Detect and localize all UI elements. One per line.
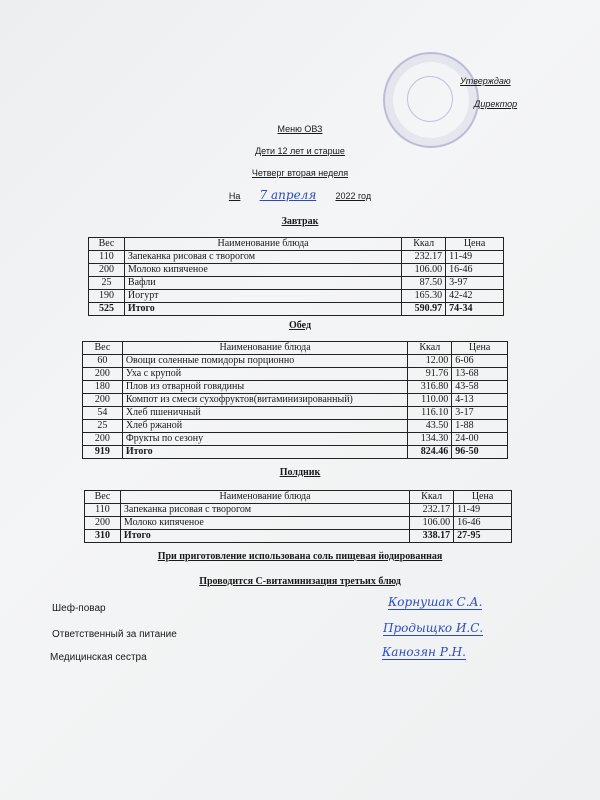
table-row bbox=[83, 355, 508, 368]
total-row bbox=[85, 530, 512, 543]
kcal-cell: 87.50 bbox=[402, 277, 446, 290]
approve-label: Утверждаю bbox=[460, 76, 511, 86]
chef-signature: Корнушак С.А. bbox=[388, 595, 483, 609]
weight-cell: 200 bbox=[85, 517, 121, 530]
total-label: Итого bbox=[124, 303, 401, 316]
kcal-cell: 106.00 bbox=[402, 264, 446, 277]
col-price: Цена bbox=[454, 491, 512, 504]
weight-cell: 25 bbox=[83, 420, 123, 433]
col-name: Наименование блюда bbox=[124, 238, 401, 251]
weight-cell: 200 bbox=[89, 264, 125, 277]
dish-cell: Овощи соленные помидоры порционно bbox=[122, 355, 408, 368]
kcal-cell: 232.17 bbox=[402, 251, 446, 264]
vitamin-note: Проводится С-витаминизация третьих блюд bbox=[199, 576, 401, 587]
weight-cell: 25 bbox=[89, 277, 125, 290]
kcal-cell: 43.50 bbox=[408, 420, 452, 433]
age-group: Дети 12 лет и старше bbox=[255, 146, 345, 156]
nutrition-label: Ответственный за питание bbox=[52, 629, 177, 640]
price-cell: 3-17 bbox=[452, 407, 508, 420]
dish-cell: Йогурт bbox=[124, 290, 401, 303]
total-weight: 310 bbox=[85, 530, 121, 543]
price-cell: 43-58 bbox=[452, 381, 508, 394]
price-cell: 24-00 bbox=[452, 433, 508, 446]
weight-cell: 110 bbox=[85, 504, 121, 517]
total-row bbox=[83, 446, 508, 459]
weight-cell: 180 bbox=[83, 381, 123, 394]
nurse-signature: Канозян Р.Н. bbox=[382, 645, 466, 659]
table-row bbox=[85, 504, 512, 517]
dish-cell: Компот из смеси сухофруктов(витаминизированный) bbox=[122, 394, 408, 407]
price-cell: 13-68 bbox=[452, 368, 508, 381]
dish-cell: Запеканка рисовая с творогом bbox=[120, 504, 409, 517]
weight-cell: 110 bbox=[89, 251, 125, 264]
total-price: 27-95 bbox=[454, 530, 512, 543]
director-label: Директор bbox=[474, 99, 518, 109]
date-prefix: На bbox=[228, 191, 241, 201]
price-cell: 11-49 bbox=[454, 504, 512, 517]
stamp-center bbox=[407, 76, 453, 122]
kcal-cell: 116.10 bbox=[408, 407, 452, 420]
date-value: 7 апреля bbox=[259, 188, 317, 202]
col-weight: Вес bbox=[85, 491, 121, 504]
col-weight: Вес bbox=[83, 342, 123, 355]
col-kcal: Ккал bbox=[402, 238, 446, 251]
total-weight: 919 bbox=[83, 446, 123, 459]
lunch-title: Обед bbox=[288, 320, 311, 331]
table-row bbox=[85, 517, 512, 530]
total-price: 74-34 bbox=[446, 303, 504, 316]
col-kcal: Ккал bbox=[410, 491, 454, 504]
dish-cell: Запеканка рисовая с творогом bbox=[124, 251, 401, 264]
weight-cell: 200 bbox=[83, 368, 123, 381]
col-name: Наименование блюда bbox=[122, 342, 408, 355]
salt-note: При приготовление использована соль пищевая йодированная bbox=[157, 551, 443, 562]
total-weight: 525 bbox=[89, 303, 125, 316]
breakfast-table bbox=[88, 237, 504, 316]
breakfast-title: Завтрак bbox=[281, 216, 319, 227]
snack-title: Полдник bbox=[279, 467, 321, 478]
kcal-cell: 106.00 bbox=[410, 517, 454, 530]
dish-cell: Молоко кипяченое bbox=[120, 517, 409, 530]
date-year: 2022 год bbox=[335, 191, 372, 201]
table-header bbox=[83, 342, 508, 355]
price-cell: 1-88 bbox=[452, 420, 508, 433]
table-row bbox=[83, 407, 508, 420]
table-header bbox=[89, 238, 504, 251]
price-cell: 11-49 bbox=[446, 251, 504, 264]
nutrition-signature: Продыщко И.С. bbox=[383, 621, 484, 635]
total-kcal: 824.46 bbox=[408, 446, 452, 459]
weight-cell: 190 bbox=[89, 290, 125, 303]
col-weight: Вес bbox=[89, 238, 125, 251]
table-row bbox=[83, 420, 508, 433]
dish-cell: Уха с крупой bbox=[122, 368, 408, 381]
col-price: Цена bbox=[446, 238, 504, 251]
total-row bbox=[89, 303, 504, 316]
day-week: Четверг вторая неделя bbox=[251, 168, 349, 178]
kcal-cell: 110.00 bbox=[408, 394, 452, 407]
table-row bbox=[89, 251, 504, 264]
dish-cell: Вафли bbox=[124, 277, 401, 290]
snack-table bbox=[84, 490, 512, 543]
table-header bbox=[85, 491, 512, 504]
price-cell: 16-46 bbox=[446, 264, 504, 277]
kcal-cell: 12.00 bbox=[408, 355, 452, 368]
date-line bbox=[0, 188, 600, 202]
table-row bbox=[83, 394, 508, 407]
table-row bbox=[83, 381, 508, 394]
total-kcal: 338.17 bbox=[410, 530, 454, 543]
kcal-cell: 134.30 bbox=[408, 433, 452, 446]
table-row bbox=[89, 264, 504, 277]
dish-cell: Хлеб ржаной bbox=[122, 420, 408, 433]
chef-label: Шеф-повар bbox=[52, 603, 106, 614]
col-kcal: Ккал bbox=[408, 342, 452, 355]
weight-cell: 200 bbox=[83, 394, 123, 407]
price-cell: 16-46 bbox=[454, 517, 512, 530]
dish-cell: Фрукты по сезону bbox=[122, 433, 408, 446]
weight-cell: 60 bbox=[83, 355, 123, 368]
total-kcal: 590.97 bbox=[402, 303, 446, 316]
total-price: 96-50 bbox=[452, 446, 508, 459]
col-name: Наименование блюда bbox=[120, 491, 409, 504]
price-cell: 3-97 bbox=[446, 277, 504, 290]
dish-cell: Хлеб пшеничный bbox=[122, 407, 408, 420]
kcal-cell: 165.30 bbox=[402, 290, 446, 303]
table-row bbox=[83, 368, 508, 381]
table-row bbox=[89, 290, 504, 303]
lunch-table bbox=[82, 341, 508, 459]
menu-title: Меню ОВЗ bbox=[277, 124, 323, 134]
nurse-label: Медицинская сестра bbox=[50, 652, 147, 663]
kcal-cell: 91.76 bbox=[408, 368, 452, 381]
price-cell: 6-06 bbox=[452, 355, 508, 368]
price-cell: 42-42 bbox=[446, 290, 504, 303]
dish-cell: Молоко кипяченое bbox=[124, 264, 401, 277]
kcal-cell: 232.17 bbox=[410, 504, 454, 517]
kcal-cell: 316.80 bbox=[408, 381, 452, 394]
col-price: Цена bbox=[452, 342, 508, 355]
table-row bbox=[89, 277, 504, 290]
total-label: Итого bbox=[120, 530, 409, 543]
weight-cell: 54 bbox=[83, 407, 123, 420]
table-row bbox=[83, 433, 508, 446]
weight-cell: 200 bbox=[83, 433, 123, 446]
total-label: Итого bbox=[122, 446, 408, 459]
dish-cell: Плов из отварной говядины bbox=[122, 381, 408, 394]
price-cell: 4-13 bbox=[452, 394, 508, 407]
